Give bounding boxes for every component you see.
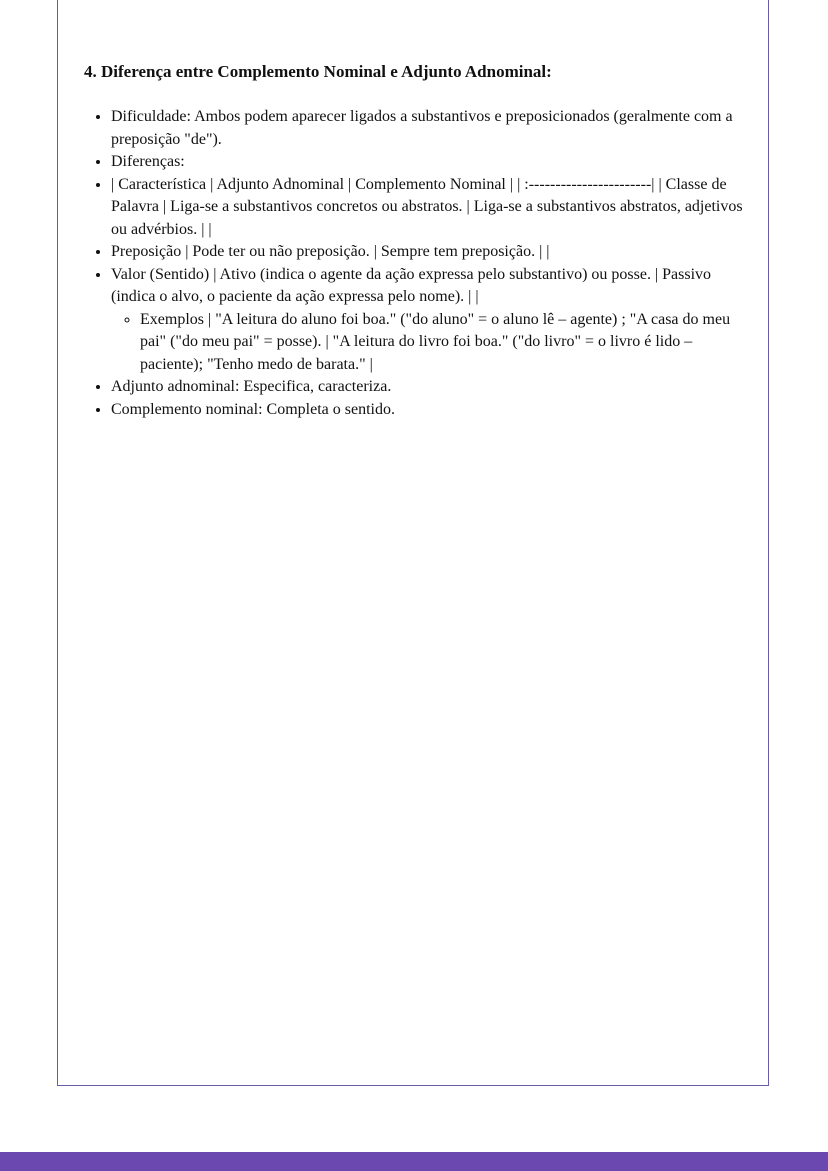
list-item [111, 264, 756, 377]
sub-list-item: ◦ Exemplos | "A leitura do aluno foi boa." ("do aluno" = o aluno lê – agente) ; "A casa do meu pai" ("do meu pai" = posse). | "A leitura do livro foi boa." ("do livro" = o livro é lido – paciente); "Tenho medo de barata." | [140, 309, 756, 377]
list-item: • Dificuldade: Ambos podem aparecer ligados a substantivos e preposicionados (geralmente com a preposição "de"). [111, 106, 756, 151]
list-item: • Preposição | Pode ter ou não preposição. | Sempre tem preposição. | | [111, 241, 756, 264]
document-content [84, 60, 756, 421]
list-item: • Diferenças: [111, 151, 756, 174]
list-item-text: Valor (Sentido) | Ativo (indica o agente da ação expressa pelo substantivo) ou posse. | Passivo (indica o alvo, o paciente da ação expressa pelo nome). | | [111, 265, 712, 305]
sub-bullet-list [111, 309, 756, 377]
list-item: • Adjunto adnominal: Especifica, caracteriza. [111, 376, 756, 399]
bullet-list [84, 106, 756, 421]
section-heading: 4. Diferença entre Complemento Nominal e Adjunto Adnominal: [84, 62, 552, 81]
list-item: • | Característica | Adjunto Adnominal | Complemento Nominal | | :-----------------------| | Classe de Palavra | Liga-se a substantivos concretos ou abstratos. | Liga-se a substantivos abstratos, adjetivos ou advérbios. | | [111, 174, 756, 242]
footer-bar [0, 1152, 828, 1171]
list-item: • Complemento nominal: Completa o sentido. [111, 399, 756, 422]
